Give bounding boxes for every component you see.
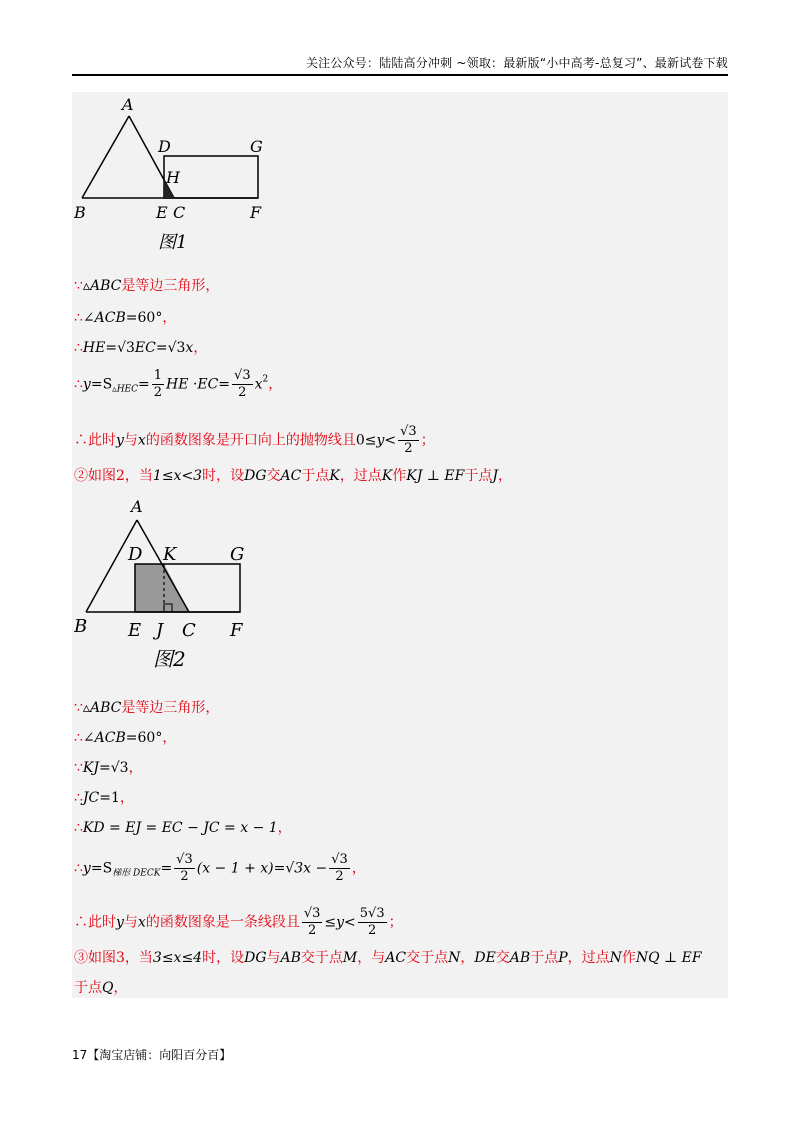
line-2: ∴∠ACB=60°， [74, 310, 177, 326]
page-number: 17 [72, 1048, 88, 1062]
line-14-cont: 于点Q， [74, 980, 128, 996]
fig1-label-b: B [74, 203, 86, 222]
line-12: $\therefore y=S_{梯形 DECK}=$ $\frac{√3}{2}$ (x − 1 + x)=√3x − $\frac{√3}{2}$ ， [74, 852, 366, 884]
fig2-label-e: E [128, 620, 142, 641]
line-9: ∵KJ=√3， [74, 760, 143, 776]
line-6: ②如图2，当1≤x<3时，设DG交AC于点K，过点K作KJ ⊥ EF于点J， [74, 468, 512, 484]
header-text: 关注公众号：陆陆高分冲刺 ~领取：最新版“小中高考-总复习”、最新试卷下载 [305, 56, 728, 70]
line-4: $\therefore y=S_{▵HEC}=$ $\frac{1}{2}$ HE ·EC= $\frac{√3}{2}$ $x^2$， [74, 368, 283, 400]
line-7: ∵▵ABC是等边三角形， [74, 700, 220, 716]
page-header [72, 52, 728, 76]
fig2-label-d: D [128, 544, 143, 565]
fig1-label-e: E [156, 203, 168, 222]
line-10: ∴JC=1， [74, 790, 134, 806]
fig1-label-c: C [173, 203, 186, 222]
fig1-label-a: A [122, 95, 134, 114]
line-11: ∴KD = EJ = EC − JC = x − 1， [74, 820, 292, 836]
fig2-label-g: G [230, 544, 245, 565]
line-5: ∴此时y与x的函数图象是开口向上的抛物线且0≤y< $\frac{√3}{2}$ ； [74, 424, 435, 456]
line-1: ∵▵ABC是等边三角形， [74, 278, 220, 294]
line-13: ∴此时y与x的函数图象是一条线段且 $\frac{√3}{2}$ ≤y< $\frac{5√3}{2}$ ； [74, 906, 403, 938]
line-3: ∴HE=√3EC=√3x， [74, 340, 208, 356]
fig1-label-f: F [250, 203, 262, 222]
figure-2 [74, 494, 274, 678]
figure-1 [74, 94, 294, 268]
page-footer [72, 1046, 231, 1063]
fig2-label-c: C [182, 620, 196, 641]
fig1-caption: 图1 [158, 232, 188, 253]
footer-text: 【淘宝店铺：向阳百分百】 [87, 1048, 232, 1062]
fig2-label-a: A [131, 497, 143, 516]
fig1-label-g: G [250, 137, 263, 156]
fig2-label-b: B [74, 616, 88, 637]
line-14: ③如图3，当3≤x≤4时，设DG与AB交于点M，与AC交于点N，DE交AB于点P，过点N作NQ ⊥ EF [74, 950, 702, 966]
fig2-label-k: K [163, 544, 177, 565]
figure-1-diagram [74, 94, 294, 264]
fig2-label-f: F [230, 620, 243, 641]
fig2-label-j: J [156, 620, 164, 641]
figure-2-diagram [74, 494, 274, 674]
line-8: ∴∠ACB=60°， [74, 730, 177, 746]
fig1-label-d: D [158, 137, 171, 156]
fig1-label-h: H [166, 168, 180, 187]
fig2-caption: 图2 [153, 647, 186, 671]
